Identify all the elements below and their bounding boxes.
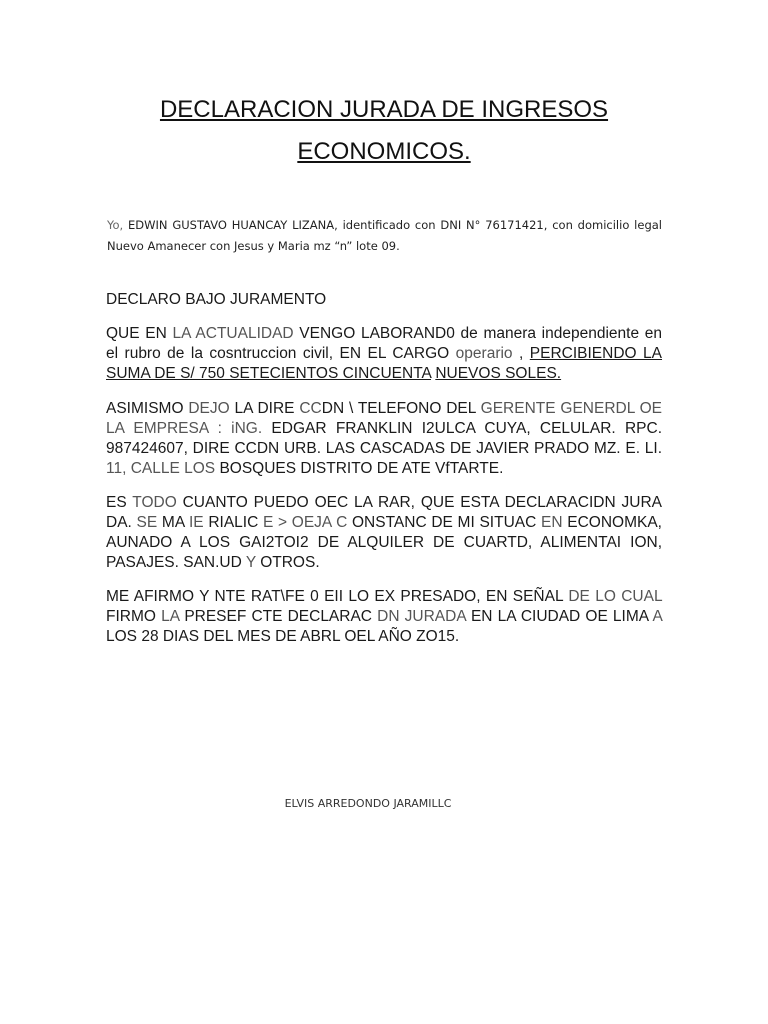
p5-b: AFIRMO Y NTE RAT\FE 0 EII LO EX PRESADO, xyxy=(133,588,481,605)
p3-e: DN \ TELEFONO DEL xyxy=(321,400,481,417)
document-title-line-1: DECLARACION JURADA DE INGRESOS xyxy=(159,96,609,123)
p3-a: ASIMISMO xyxy=(106,400,189,417)
signature-block xyxy=(0,797,768,810)
p3-b: DEJO xyxy=(188,400,230,417)
p3-c: LA DIRE xyxy=(229,400,300,417)
p4-k: ECONOMKA, AUNADO A LOS GAI2TOI2 DE ALQUILER DE CUARTD, ALIMENTAI ION, PASAJES. SAN.UD xyxy=(106,514,662,571)
p4-i: ONSTANC DE MI SITUAC xyxy=(347,514,541,531)
p2-part2: LA ACTUALIDAD xyxy=(172,325,294,342)
p5-l: DEL MES DE ABRL OEL AÑO ZO15. xyxy=(203,628,460,645)
p5-e: FIRMO xyxy=(106,608,162,625)
p5-g: PRESEF CTE DECLARAC xyxy=(179,608,378,625)
p3-i: CCDN URB. LAS CASCADAS DE JAVIER PRADO MZ. E. LI. xyxy=(234,440,662,457)
p3-k: LOS xyxy=(184,460,216,477)
p2-underlined-amount: PERCIBIENDO LA SUMA DE S/ 750 SETECIENTOS CINCUENTA xyxy=(106,345,663,382)
p5-f: LA xyxy=(161,608,180,625)
p2-part1: QUE EN xyxy=(106,325,173,342)
paragraph-employer xyxy=(106,399,662,479)
p2-part3: VENGO LABORAND0 de manera independiente en el rubro de la cosntruccion civil, EN EL CARGO xyxy=(106,325,662,362)
paragraph-declaration xyxy=(106,493,662,573)
p5-d: DE LO CUAL xyxy=(568,588,663,605)
p3-g: EDGAR xyxy=(262,420,336,437)
p5-j: A xyxy=(652,608,662,625)
p3-j: 11, CALLE xyxy=(106,460,185,477)
intro-paragraph xyxy=(107,215,662,257)
declaro-heading: DECLARO BAJO JURAMENTO xyxy=(106,291,327,308)
p4-g: RIALIC xyxy=(203,514,264,531)
p4-h: E > OEJA C xyxy=(263,514,348,531)
document-title-line-2: ECONOMICOS. xyxy=(297,138,471,165)
p4-a: ES xyxy=(106,494,133,511)
p4-m: OTROS. xyxy=(255,554,320,571)
p4-d: SE xyxy=(136,514,158,531)
p3-l: BOSQUES DISTRITO DE ATE VfTARTE. xyxy=(215,460,504,477)
p5-a: ME xyxy=(106,588,134,605)
p5-c: EN SEÑAL xyxy=(480,588,569,605)
p4-j: EN xyxy=(541,514,563,531)
intro-text: EDWIN GUSTAVO HUANCAY LIZANA, identificado con DNI N° 76171421, con domicilio legal Nuevo Amanecer con Jesus y Maria mz “n” lote 09. xyxy=(107,218,662,253)
p3-h: FRANKLIN I2ULCA CUYA, CELULAR. RPC. 987424607, DIRE xyxy=(106,420,662,457)
p4-b: TODO xyxy=(132,494,177,511)
paragraph-affirmation xyxy=(106,587,662,647)
p4-e: MA xyxy=(157,514,189,531)
paragraph-income xyxy=(106,324,662,384)
p4-f: IE xyxy=(189,514,204,531)
p3-f: GERENTE GENERDL OE LA EMPRESA : iNG. xyxy=(106,400,662,437)
p5-k: LOS 28 DIAS xyxy=(106,628,204,645)
p2-part5: , xyxy=(512,345,530,362)
p4-c: CUANTO PUEDO OEC LA RAR, QUE ESTA DECLARACIDN JURA DA. xyxy=(106,494,662,531)
p5-h: DN JURADA xyxy=(377,608,466,625)
p4-l: Y xyxy=(245,554,256,571)
intro-yo: Yo, xyxy=(107,218,124,232)
p2-part4: operario xyxy=(455,345,513,362)
signature-name: ELVIS ARREDONDO JARAMILLC xyxy=(284,797,452,810)
p3-d: CC xyxy=(299,400,322,417)
p2-underlined-currency: NUEVOS SOLES. xyxy=(435,365,562,382)
p5-i: EN LA CIUDAD OE LIMA xyxy=(465,608,653,625)
